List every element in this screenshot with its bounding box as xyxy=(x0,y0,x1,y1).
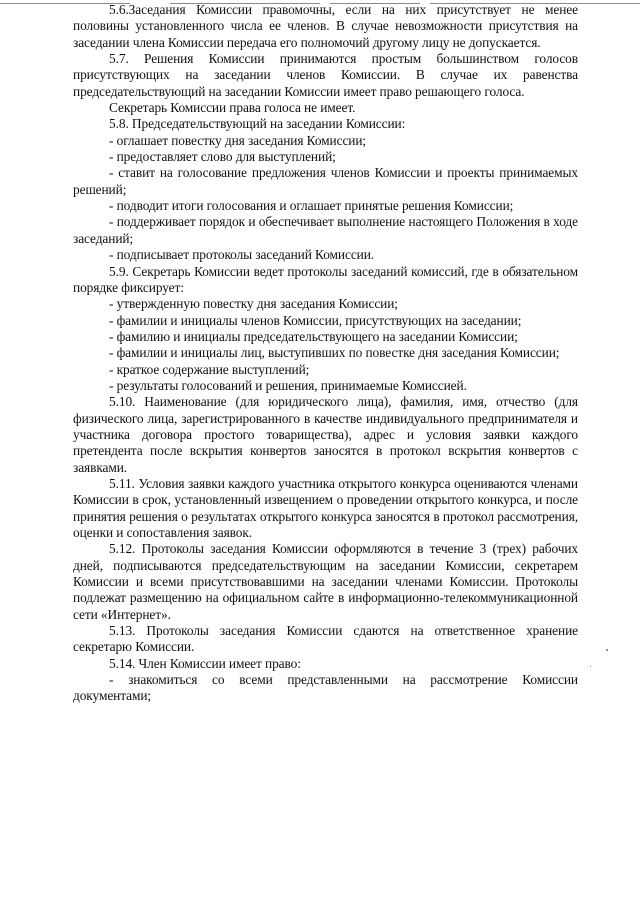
list-item: - подписывает протоколы заседаний Комиссии. xyxy=(109,247,375,263)
list-item: - поддерживает порядок и обеспечивает выполнение настоящего Положения в ходе заседаний; xyxy=(73,214,578,246)
list-item: - утвержденную повестку дня заседания Комиссии; xyxy=(109,296,398,312)
list-item: - предоставляет слово для выступлений; xyxy=(109,149,336,165)
list-item: - ставит на голосование предложения членов Комиссии и проекты принимаемых решений; xyxy=(73,165,578,197)
list-item: - фамилии и инициалы лиц, выступивших по повестке дня заседания Комиссии; xyxy=(109,345,560,361)
paragraph-5-14: 5.14. Член Комиссии имеет право: xyxy=(109,655,301,671)
list-item: - результаты голосований и решения, принимаемые Комиссией. xyxy=(109,377,467,393)
paragraph-5-7: 5.7. Решения Комиссии принимаются простым большинством голосов присутствующих на заседании членов Комиссии. В случае их равенства председательствующий на заседании Комиссии имеет право решающего голоса. xyxy=(73,51,578,99)
list-item: - знакомиться со всеми представленными на рассмотрение Комиссии документами; xyxy=(73,672,578,704)
list-item: - подводит итоги голосования и оглашает принятые решения Комиссии; xyxy=(109,198,514,214)
paragraph-5-13: 5.13. Протоколы заседания Комиссии сдаются на ответственное хранение секретарю Комиссии. xyxy=(73,623,578,655)
scan-speck xyxy=(590,666,591,667)
list-item: - фамилии и инициалы членов Комиссии, присутствующих на заседании; xyxy=(109,312,522,328)
paragraph-5-6: 5.6.Заседания Комиссии правомочны, если на них присутствует не менее половины установленного числа ее членов. В случае невозможности присутствия на заседании члена Комиссии передача его полномочий другому лицу не допускается. xyxy=(73,2,578,50)
paragraph-secretary-vote: Секретарь Комиссии права голоса не имеет. xyxy=(109,100,356,116)
list-item: - фамилию и инициалы председательствующего на заседании Комиссии; xyxy=(109,328,518,344)
paragraph-5-11: 5.11. Условия заявки каждого участника открытого конкурса оцениваются членами Комиссии в срок, установленный извещением о проведении открытого конкурса, и после принятия решения о результатах открытого конкурса заносятся в протокол рассмотрения, оценки и сопоставления заявок. xyxy=(73,475,578,540)
list-item: - оглашает повестку дня заседания Комиссии; xyxy=(109,132,367,148)
paragraph-5-10: 5.10. Наименование (для юридического лица), фамилия, имя, отчество (для физического лица, зарегистрированного в качестве индивидуального предпринимателя и участника договора простого товарищества), адрес и условия заявки каждого претендента после вскрытия конвертов заносятся в протокол вскрытия конвертов с заявками. xyxy=(73,394,578,475)
paragraph-5-8: 5.8. Председательствующий на заседании Комиссии: xyxy=(109,116,406,132)
paragraph-5-12: 5.12. Протоколы заседания Комиссии оформляются в течение 3 (трех) рабочих дней, подписываются председательствующим на заседании Комиссии, секретарем Комиссии и всеми присутствовавшими на заседании членами Комиссии. Протоколы подлежат размещению на официальном сайте в информационно-телекоммуникационной сети «Интернет». xyxy=(73,541,578,622)
scan-speck xyxy=(606,649,608,651)
paragraph-5-9: 5.9. Секретарь Комиссии ведет протоколы заседаний комиссий, где в обязательном порядке фиксирует: xyxy=(73,263,578,295)
list-item: - краткое содержание выступлений; xyxy=(109,361,310,377)
document-body xyxy=(73,2,578,705)
